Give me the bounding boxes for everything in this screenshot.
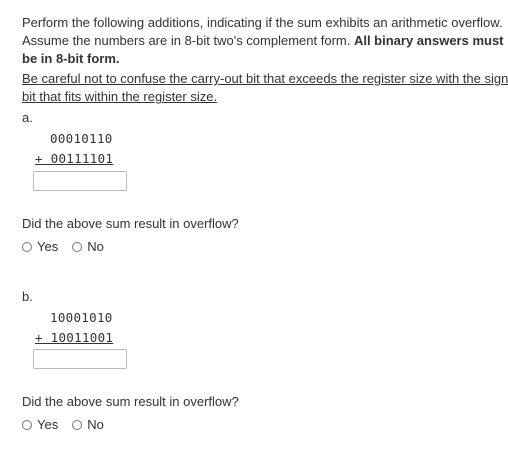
radio-button-icon[interactable] <box>22 242 32 252</box>
radio-button-icon[interactable] <box>72 420 82 430</box>
instructions-line-2 <box>22 32 504 50</box>
instructions-line-3 <box>22 50 492 68</box>
instructions <box>22 14 508 106</box>
part-b-operand-2: + 10011001 <box>35 330 114 345</box>
radio-button-icon[interactable] <box>72 242 82 252</box>
part-a-operand-2: + 00111101 <box>35 151 114 166</box>
part-a-option-no[interactable] <box>72 239 104 254</box>
part-a-option-yes-label: Yes <box>37 239 59 254</box>
part-a-label: a. <box>22 110 33 125</box>
part-b-option-no-label: No <box>87 417 104 432</box>
part-a-operand-1: 00010110 <box>50 131 113 146</box>
instructions-line-1: Perform the following additions, indicating if the sum exhibits an arithmetic overflow. <box>22 15 503 30</box>
part-a-overflow-question: Did the above sum result in overflow? <box>22 216 239 231</box>
radio-button-icon[interactable] <box>22 420 32 430</box>
part-b-option-yes[interactable] <box>22 417 58 432</box>
instructions-line-2-bold: All binary answers must <box>353 33 504 48</box>
part-a-answer-input[interactable] <box>33 171 127 191</box>
warning-line-2: bit that fits within the register size. <box>22 89 218 104</box>
part-b-overflow-question: Did the above sum result in overflow? <box>22 394 239 409</box>
part-b-operand-1: 10001010 <box>50 310 113 325</box>
part-b-overflow-options <box>22 417 104 432</box>
part-b-option-no[interactable] <box>72 417 104 432</box>
instructions-line-2-plain: Assume the numbers are in 8-bit two's complement form. <box>22 33 354 48</box>
part-a-option-no-label: No <box>87 239 104 254</box>
part-b-label: b. <box>22 289 33 304</box>
part-a-option-yes[interactable] <box>22 239 58 254</box>
part-b-option-yes-label: Yes <box>37 417 59 432</box>
part-a-overflow-options <box>22 239 104 254</box>
instructions-line-3-bold: be in 8-bit form. <box>22 51 120 66</box>
warning-line-1: Be careful not to confuse the carry-out bit that exceeds the register size with the sign <box>22 71 508 86</box>
part-b-answer-input[interactable] <box>33 349 127 369</box>
